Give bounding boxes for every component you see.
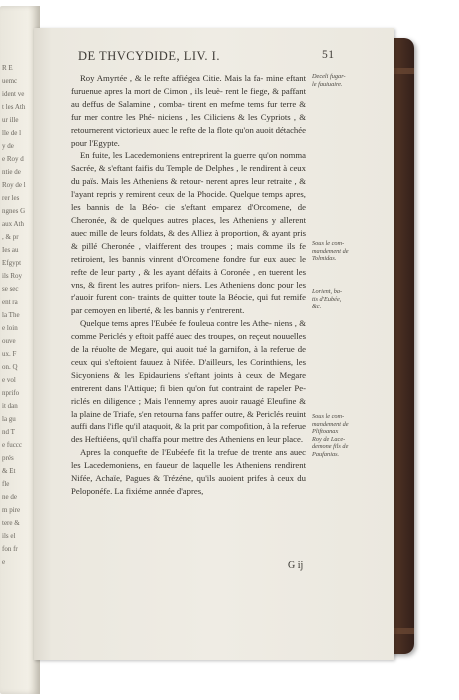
left-page-fragment: nd T: [2, 428, 15, 436]
text-line: Eleufine & la plaine de Triafe, s'en retourna fans paffer: [71, 395, 306, 419]
left-page-fragment: t les Ath: [2, 103, 26, 111]
text-line: Epidauriens s'eftant joints à ceux de Megare entrerent: [71, 369, 306, 393]
text-line: traints de quitter toute la Béocie, qui fut remife par cemoyen: [71, 292, 306, 316]
text-line: rent le fiege, & paffant au deffus de Salamine , comba-: [71, 85, 306, 109]
left-page-fragment: se sec: [2, 285, 19, 293]
text-line: pour l'Egypte.: [71, 137, 120, 148]
margin-note-4: [312, 413, 360, 459]
text-line: tué la garnifon, à la referue de ceux qui s'eftoient fauuez: [71, 344, 307, 367]
text-line: victorieux auec le refte de la flote qu'on auoit détachée: [115, 124, 306, 135]
text-line: Quelque tems apres l'Eubée fe fouleua contre les Athe-: [80, 318, 275, 329]
paragraph: [71, 72, 306, 149]
text-line: Roy Amyrtée , & le refte affiégea Citie. Mais la fa-: [80, 73, 267, 83]
text-line: rendirent Nifée, Achaïe, Pagues & Trézéne, qu'ils auoient: [71, 460, 306, 484]
text-line: nomma Sacrée, & s'eftant faifis du Temple de Delphes ,: [71, 150, 306, 174]
left-page-fragment: ent ra: [2, 298, 18, 306]
left-page-fragment: ouve: [2, 337, 16, 345]
left-page-fragment: ident ve: [2, 90, 25, 98]
text-line: outre, & Periclés reuint auffi dans l'ifle qu'il ataquoit,: [71, 408, 306, 432]
paragraph: [71, 149, 306, 317]
margin-note-3: [312, 288, 360, 311]
margin-note-line: tis d'Eubée,: [312, 295, 342, 303]
left-page-fragment: fle: [2, 480, 10, 488]
margin-note-2: [312, 240, 360, 263]
margin-note-line: Paufanias.: [312, 450, 340, 458]
left-page-fragment: fon fr: [2, 545, 18, 553]
left-page-fragment: ils Roy: [2, 272, 23, 280]
left-page-fragment: rer les: [2, 194, 20, 202]
left-page-fragment: ur ille: [2, 116, 19, 124]
left-page-fragment: ux. F: [2, 350, 17, 358]
left-page-fragment: nprifo: [2, 389, 20, 397]
left-page-fragment: Efgypt: [2, 259, 22, 267]
left-page-fragment: aux Ath: [2, 220, 24, 228]
text-line: le rendirent à ceux du païs. Mais les Atheniens & retour-: [71, 163, 306, 187]
text-line: on reçeut nouuelles de la réuolte de Megare, qui auoit: [71, 331, 306, 355]
left-page-fragment: , & pr: [2, 233, 19, 241]
text-line: de la Phocide. Quelque temps apres, les bannis de la Béo-: [71, 189, 306, 213]
text-line: à Nifée. D'ailleurs, les Corinthiens, les Sicyoniens & les: [71, 356, 306, 380]
left-page-fragment: & Et: [2, 467, 16, 475]
text-line: riclés en diligence ; Mais l'ennemy apres auoir rauagé: [71, 395, 267, 406]
text-line: nerent apres leur retraite , & l'ayant repris y remirent ceux: [71, 176, 306, 200]
left-page-fragment: on. Q: [2, 363, 18, 371]
text-line: en liberté, & les bannis y r'entrerent.: [117, 305, 245, 316]
margin-note-line: mandement de: [312, 420, 349, 428]
left-page-fragment: tere &: [2, 519, 20, 527]
margin-note-line: demone fils de: [312, 443, 349, 451]
text-line: Coronée , en tuerent les vns, & firent les autres prifon-: [71, 266, 307, 290]
text-line: dans l'Attique; fi bien qu'on fut contraint de rapeler Pe-: [105, 382, 307, 393]
page-number: 51: [322, 49, 335, 61]
text-line: niciens , les Ciliciens & les Cypriots , & retournerent: [71, 111, 306, 135]
paragraph: [71, 317, 306, 446]
text-line: Apres la conquefte de l'Eubéefe fit la trefue de trente ans: [80, 447, 291, 458]
left-page-fragment: Roy de l: [2, 181, 26, 189]
signature-mark: G ij: [288, 560, 304, 571]
text-line: cie s'eftant emparez d'Orcomene, de Cheronée, & de: [71, 202, 306, 225]
text-line: auec les Lacedemoniens, en faueur de laquelle les Atheniens: [71, 447, 306, 471]
margin-note-line: mandement de: [312, 247, 349, 255]
margin-note-line: Lorient, ba-: [312, 288, 343, 295]
text-line: tirent en mefme tems fur terre & fur mer contre les Phé-: [71, 98, 306, 122]
text-line: niers. Les Atheniens donc pour les r'auoir furent con-: [71, 279, 307, 303]
left-page-fragment: lle de l: [2, 129, 22, 137]
paragraph: [71, 446, 306, 498]
left-page-fragment: la The: [2, 311, 20, 319]
left-page-fragment: e: [2, 558, 6, 566]
text-line: & la prit par compofition, à la referue des Heftiéens,: [71, 421, 306, 445]
text-line: prifes à ceux du Peloponéfe. La fixiéme année d'apres,: [71, 473, 306, 496]
left-page-fragment: R E: [2, 64, 13, 72]
left-page-fragment: e fuccc: [2, 441, 23, 449]
margin-note-line: le fauiuaire.: [312, 80, 343, 88]
margin-note-line: Sous le com-: [312, 413, 345, 420]
left-page-fragment: e vol: [2, 376, 16, 384]
left-page-fragment: ne de: [2, 493, 17, 501]
left-page-fragment: ntie de: [2, 168, 21, 176]
text-line: & pillé Cheronée , vlaifferent des troupes ; mais comme: [71, 240, 287, 251]
text-line: ils fe retiroient, les bannis vinrent d'Orcomene fondre: [71, 240, 306, 264]
margin-note-line: &c.: [312, 303, 322, 311]
left-page-fragment: ils el: [2, 532, 16, 540]
left-page-fragment: la gu: [2, 415, 16, 423]
main-text: [71, 72, 306, 498]
left-page-fragment: y de: [2, 142, 14, 150]
left-page-fragment: uemc: [2, 77, 18, 85]
margin-note-line: Tolmidas.: [312, 255, 337, 263]
text-line: mine eftant furuenue apres la mort de Cimon , ils leuè-: [71, 73, 306, 96]
margin-note-line: Sous le com-: [312, 240, 345, 247]
running-title: DE THVCYDIDE, LIV. I.: [78, 49, 220, 63]
text-line: fur eux auec le refte de leur party , & les ayant défaits à: [71, 253, 307, 277]
left-page-fragment: it dan: [2, 402, 18, 410]
left-page-fragment: e loin: [2, 324, 18, 332]
left-page-fragment: Ies au: [2, 246, 19, 254]
left-page-fragment: ngnes G: [2, 207, 26, 215]
text-line: En fuite, les Lacedemoniens entreprirent la guerre qu'on: [80, 150, 280, 161]
left-page-fragment: m pire: [2, 506, 21, 514]
text-line: qu'il chaffa pour mettre des Atheniens en leur place.: [122, 434, 304, 445]
text-line: quelques autres places, les Atheniens y allerent auec mille: [71, 214, 306, 238]
left-page-fragment: prés: [2, 454, 14, 462]
margin-note-line: Roy de Lace-: [312, 435, 346, 443]
margin-note-1: [312, 73, 360, 88]
margin-note-line: Pliftoanax: [312, 428, 339, 436]
text-line: de leurs foldats, & des Alliez à proportion, & ayant pris: [109, 227, 306, 238]
left-page-fragment: e Roy d: [2, 155, 24, 163]
text-line: niens , & comme Periclés y eftoit paffé auec des troupes,: [71, 318, 306, 342]
margin-note-line: Deceli fugar-: [312, 73, 346, 80]
